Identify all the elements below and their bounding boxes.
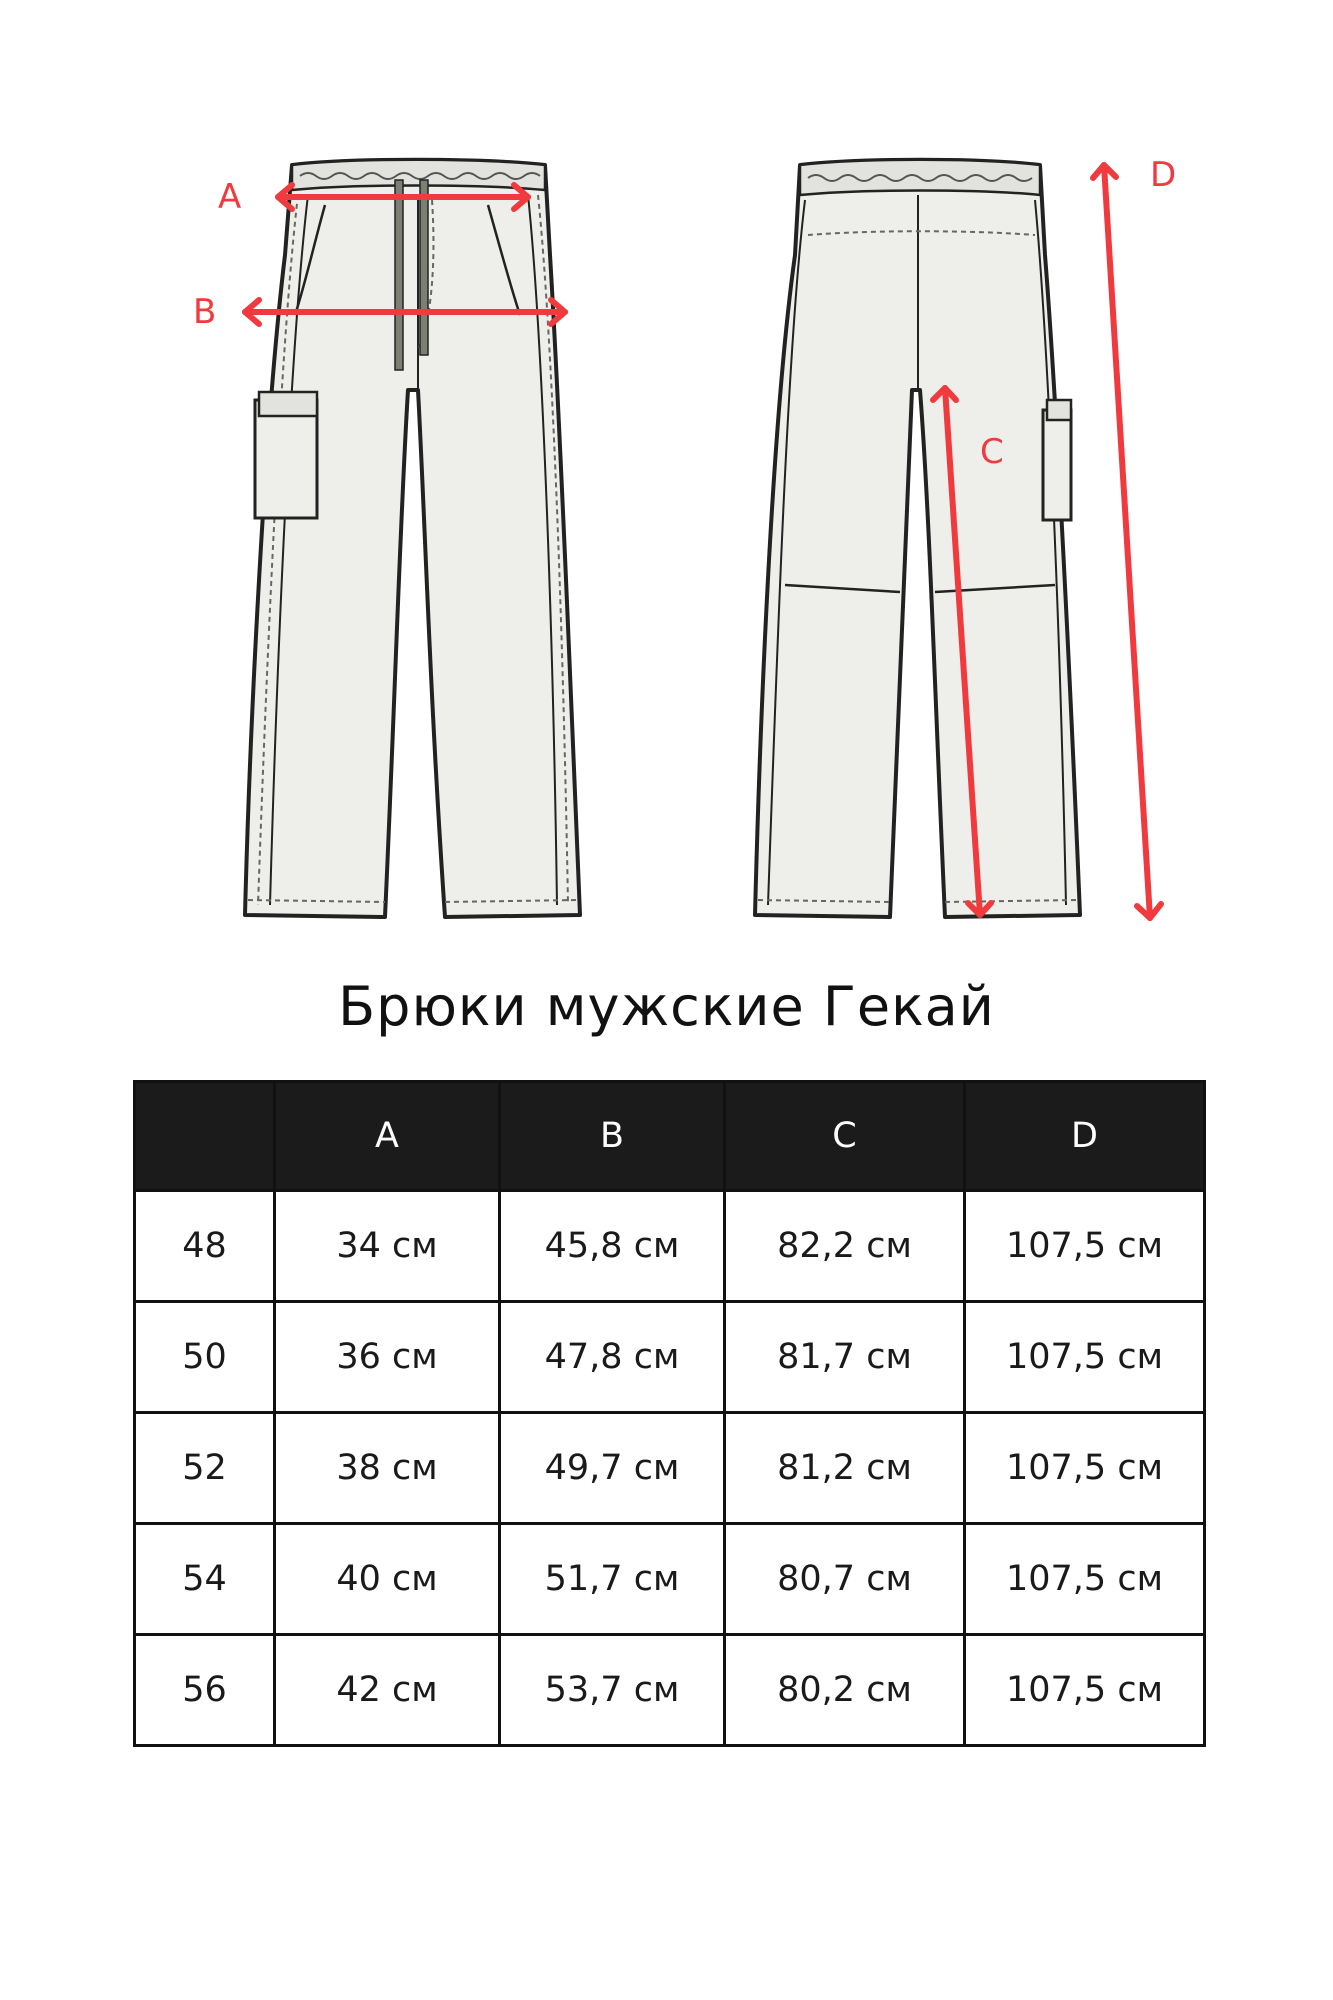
back-view-pants [755,160,1080,917]
size-table [133,1080,1206,1747]
header-cell-size [135,1082,275,1191]
pants-illustration [0,0,1333,960]
arrow-label-c: C [980,432,1004,472]
front-view-pants [245,160,580,917]
table-cell-size: 54 [135,1524,275,1635]
arrow-d [1093,165,1161,918]
pants-measurement-diagram [0,0,1333,960]
table-cell-d: 107,5 см [965,1302,1205,1413]
table-cell-a: 40 см [275,1524,500,1635]
table-cell-b: 47,8 см [500,1302,725,1413]
table-row [135,1524,1205,1635]
table-cell-b: 51,7 см [500,1524,725,1635]
table-cell-size: 50 [135,1302,275,1413]
table-row [135,1413,1205,1524]
table-cell-d: 107,5 см [965,1524,1205,1635]
table-cell-c: 80,2 см [725,1635,965,1746]
table-row [135,1191,1205,1302]
table-cell-a: 36 см [275,1302,500,1413]
table-cell-d: 107,5 см [965,1635,1205,1746]
table-cell-a: 38 см [275,1413,500,1524]
table-cell-size: 52 [135,1413,275,1524]
table-cell-c: 81,7 см [725,1302,965,1413]
table-cell-size: 48 [135,1191,275,1302]
table-cell-d: 107,5 см [965,1413,1205,1524]
arrow-label-b: B [193,292,217,332]
table-cell-b: 49,7 см [500,1413,725,1524]
table-cell-a: 42 см [275,1635,500,1746]
table-cell-d: 107,5 см [965,1191,1205,1302]
table-header-row [135,1082,1205,1191]
table-cell-c: 81,2 см [725,1413,965,1524]
table-cell-size: 56 [135,1635,275,1746]
table-cell-a: 34 см [275,1191,500,1302]
header-cell-d: D [965,1082,1205,1191]
table-cell-c: 80,7 см [725,1524,965,1635]
header-cell-b: B [500,1082,725,1191]
table-row [135,1635,1205,1746]
arrow-label-d: D [1150,155,1177,195]
table-cell-b: 53,7 см [500,1635,725,1746]
header-cell-a: A [275,1082,500,1191]
header-cell-c: C [725,1082,965,1191]
table-cell-c: 82,2 см [725,1191,965,1302]
table-cell-b: 45,8 см [500,1191,725,1302]
page-title: Брюки мужские Гекай [338,975,995,1038]
arrow-label-a: A [218,177,242,217]
table-row [135,1302,1205,1413]
